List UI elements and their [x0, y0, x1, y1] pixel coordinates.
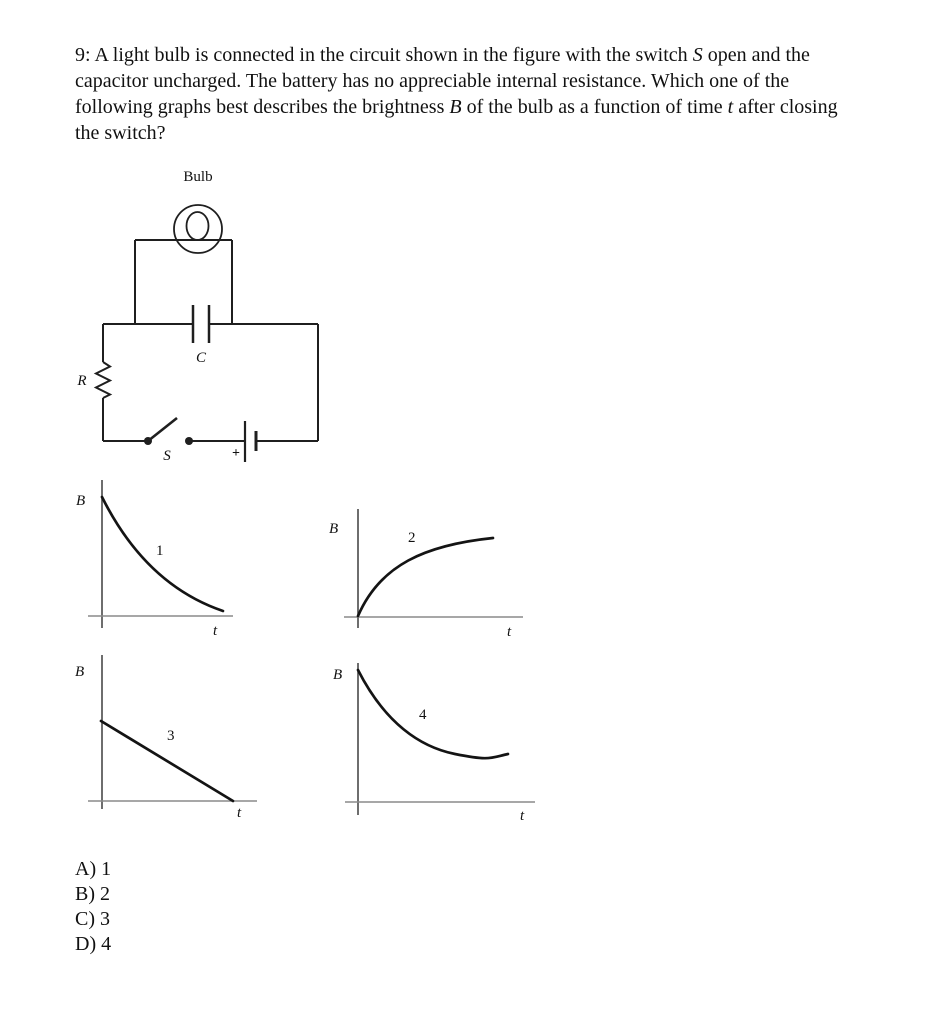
- graph-3-xlabel: t: [237, 805, 242, 821]
- graph-1-curve-label: 1: [156, 543, 164, 559]
- question-text: 9: A light bulb is connected in the circuit shown in the figure with the switch S open and the capacitor uncharged. The battery has no appreciable internal resistance. Which one of the following graphs best describes the brightness B of the bulb as a function of time t after closing the switch?: [75, 44, 838, 144]
- graph-2: [325, 505, 530, 645]
- capacitor-label: C: [195, 350, 207, 366]
- graph-4-ylabel: B: [333, 667, 343, 683]
- graph-3-ylabel: B: [75, 664, 85, 680]
- resistor-icon: [96, 362, 110, 398]
- answer-choice-b: B) 2: [75, 883, 110, 905]
- answer-choices: [75, 857, 111, 957]
- graph-4-xlabel: t: [520, 808, 525, 824]
- graph-2-ylabel: B: [329, 521, 339, 537]
- answer-choice-d: D) 4: [75, 933, 112, 955]
- graph-2-curve: [358, 538, 493, 616]
- graph-4-curve-label: 4: [419, 707, 427, 723]
- circuit-wires: [103, 240, 318, 441]
- graph-1-xlabel: t: [213, 623, 218, 639]
- bulb-icon: [174, 205, 222, 253]
- answer-choice-a: A) 1: [75, 858, 112, 880]
- graph-4: [325, 655, 545, 825]
- battery-icon: [245, 421, 256, 462]
- switch-icon: [144, 418, 193, 445]
- switch-label: S: [163, 448, 171, 464]
- graph-4-curve: [358, 670, 508, 758]
- battery-plus-label: +: [232, 446, 240, 461]
- graph-1-ylabel: B: [76, 493, 86, 509]
- graph-1: [70, 478, 250, 643]
- graph-2-curve-label: 2: [408, 530, 416, 546]
- graph-3-curve-label: 3: [167, 728, 175, 744]
- resistor-label: R: [77, 373, 87, 389]
- capacitor-icon: [193, 305, 209, 343]
- answer-choice-c: C) 3: [75, 908, 110, 930]
- graph-3: [70, 650, 260, 822]
- graph-2-xlabel: t: [507, 624, 512, 640]
- circuit-diagram: [60, 165, 350, 470]
- bulb-label: Bulb: [183, 169, 213, 185]
